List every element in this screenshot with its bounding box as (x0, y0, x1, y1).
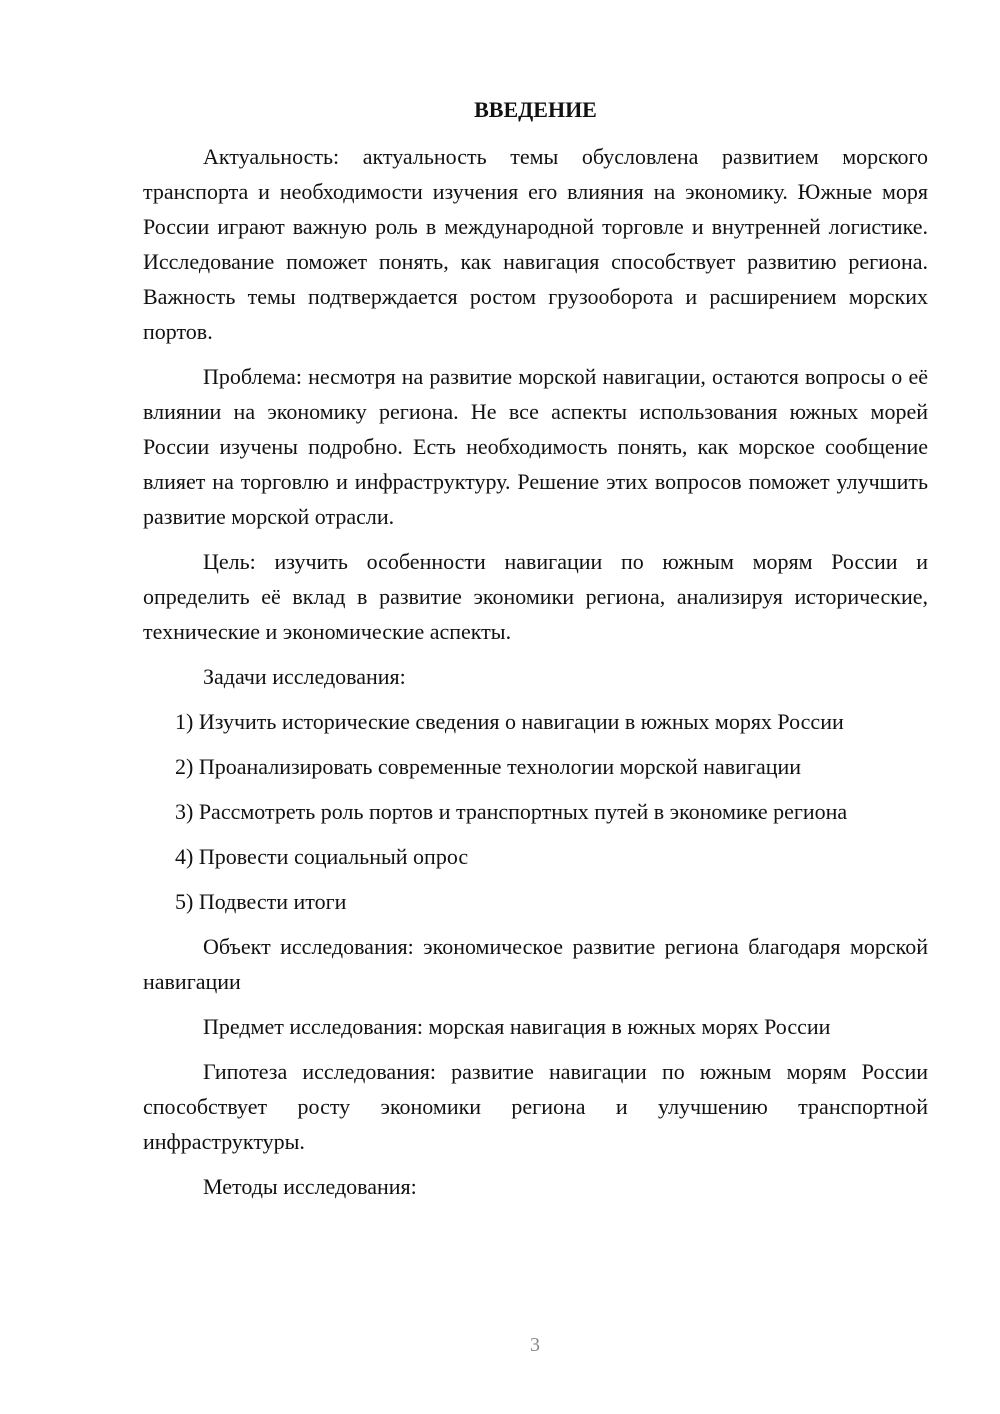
task-item-3: 3) Рассмотреть роль портов и транспортных путей в экономике региона (175, 799, 848, 824)
task-item-5: 5) Подвести итоги (175, 889, 347, 914)
paragraph-subject: Предмет исследования: морская навигация в южных морях России (203, 1014, 831, 1039)
methods-title: Методы исследования: (203, 1174, 417, 1199)
task-item-2: 2) Проанализировать современные технологии морской навигации (175, 754, 802, 779)
paragraph-hypothesis: Гипотеза исследования: развитие навигации по южным морям России способствует росту экономики региона и улучшению транспортной инфраструктуры. (143, 1059, 928, 1154)
paragraph-object: Объект исследования: экономическое развитие региона благодаря морской навигации (143, 934, 928, 994)
task-item-1: 1) Изучить исторические сведения о навигации в южных морях России (175, 709, 844, 734)
paragraph-goal: Цель: изучить особенности навигации по южным морям России и определить её вклад в развитие экономики региона, анализируя исторические, технические и экономические аспекты. (143, 549, 928, 644)
paragraph-problem: Проблема: несмотря на развитие морской навигации, остаются вопросы о её влиянии на экономику региона. Не все аспекты использования южных морей России изучены подробно. Есть необходимость понять, как морское сообщение влияет на торговлю и инфраструктуру. Решение этих вопросов поможет улучшить развитие морской отрасли. (143, 364, 928, 529)
tasks-title: Задачи исследования: (203, 664, 406, 689)
document-body (143, 95, 928, 1214)
section-heading: ВВЕДЕНИЕ (474, 97, 597, 122)
page-number: 3 (530, 1334, 540, 1356)
task-item-4: 4) Провести социальный опрос (175, 844, 469, 869)
paragraph-relevance: Актуальность: актуальность темы обусловлена развитием морского транспорта и необходимости изучения его влияния на экономику. Южные моря России играют важную роль в международной торговле и внутренней логистике. Исследование поможет понять, как навигация способствует развитию региона. Важность темы подтверждается ростом грузооборота и расширением морских портов. (143, 144, 928, 344)
